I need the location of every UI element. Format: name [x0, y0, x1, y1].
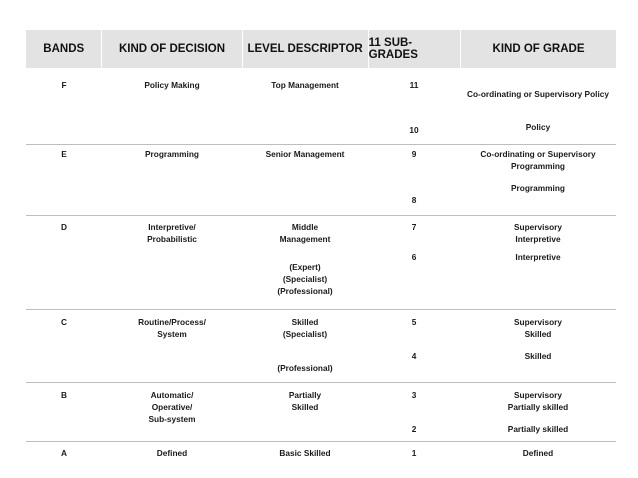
subgrade-cell [368, 68, 460, 144]
grade-line: Skilled [524, 351, 552, 361]
header-sub-grades: 11 SUB-GRADES [369, 30, 461, 68]
header-level-descriptor: LEVEL DESCRIPTOR [243, 30, 369, 68]
decision-line: Policy Making [144, 80, 200, 90]
level-cell [242, 68, 368, 144]
table-row-band-c [26, 309, 616, 382]
level-line: (Expert) [289, 262, 321, 272]
decision-line: Probabilistic [147, 234, 197, 244]
band-label: E [61, 149, 67, 159]
decision-line: System [157, 329, 187, 339]
band-cell [26, 383, 102, 441]
band-cell [26, 68, 102, 144]
grade-line: Interpretive [515, 234, 561, 244]
subgrade-cell [368, 442, 460, 464]
grade-line: Supervisory [514, 390, 562, 400]
level-line: Senior Management [265, 149, 345, 159]
grade-cell [460, 145, 616, 215]
level-line: Skilled [291, 402, 319, 412]
subgrade-cell [368, 383, 460, 441]
band-label: A [61, 448, 67, 458]
decision-cell [102, 68, 242, 144]
level-line: Management [279, 234, 331, 244]
level-cell [242, 216, 368, 309]
subgrade-value: 9 [411, 149, 417, 159]
level-cell [242, 145, 368, 215]
level-line: Skilled [291, 317, 319, 327]
grade-line: Co-ordinating or Supervisory Policy [467, 89, 609, 99]
grade-cell [460, 68, 616, 144]
grade-line: Supervisory [514, 317, 562, 327]
level-cell [242, 310, 368, 382]
header-bands: BANDS [26, 30, 102, 68]
table-row-band-a [26, 441, 616, 464]
band-cell [26, 216, 102, 309]
grade-line: Policy [525, 122, 551, 132]
decision-line: Routine/Process/ [138, 317, 206, 327]
level-line: Middle [291, 222, 319, 232]
level-line: Top Management [271, 80, 339, 90]
table-header-row [26, 30, 616, 68]
grade-cell [460, 216, 616, 309]
decision-cell [102, 216, 242, 309]
level-cell [242, 383, 368, 441]
subgrade-value: 6 [411, 252, 417, 262]
subgrade-value: 5 [411, 317, 417, 327]
subgrade-value: 11 [409, 80, 419, 90]
table-row-band-e [26, 144, 616, 215]
grading-table [26, 30, 616, 464]
decision-cell [102, 383, 242, 441]
subgrade-cell [368, 145, 460, 215]
band-label: D [61, 222, 67, 232]
level-line: (Professional) [277, 363, 333, 373]
band-label: C [61, 317, 67, 327]
header-kind-of-grade: KIND OF GRADE [492, 43, 585, 55]
subgrade-value: 7 [411, 222, 417, 232]
grade-line: Programming [511, 183, 565, 193]
band-cell [26, 310, 102, 382]
grade-line: Partially skilled [507, 402, 569, 412]
band-label: F [61, 80, 67, 90]
level-line: (Specialist) [282, 274, 328, 284]
decision-cell [102, 310, 242, 382]
decision-line: Sub-system [148, 414, 196, 424]
band-cell [26, 442, 102, 464]
subgrade-value: 1 [411, 448, 417, 458]
grade-cell [460, 442, 616, 464]
subgrade-cell [368, 310, 460, 382]
subgrade-value: 8 [411, 195, 417, 205]
decision-cell [102, 145, 242, 215]
subgrade-value: 10 [409, 125, 419, 135]
grade-cell [460, 310, 616, 382]
decision-line: Operative/ [151, 402, 193, 412]
grade-line: Programming [511, 161, 565, 171]
level-line: (Specialist) [282, 329, 328, 339]
band-label: B [61, 390, 67, 400]
decision-line: Automatic/ [150, 390, 194, 400]
table-row-band-f [26, 68, 616, 144]
level-line: (Professional) [277, 286, 333, 296]
decision-line: Interpretive/ [148, 222, 196, 232]
decision-line: Defined [156, 448, 188, 458]
grade-line: Co-ordinating or Supervisory [480, 149, 596, 159]
subgrade-value: 3 [411, 390, 417, 400]
table-row-band-d [26, 215, 616, 309]
subgrade-value: 2 [411, 424, 417, 434]
grade-line: Interpretive [515, 252, 561, 262]
grade-line: Partially skilled [507, 424, 569, 434]
decision-cell [102, 442, 242, 464]
header-kind-of-decision: KIND OF DECISION [102, 30, 242, 68]
level-line: Basic Skilled [279, 448, 331, 458]
subgrade-cell [368, 216, 460, 309]
grade-line: Skilled [524, 329, 552, 339]
grade-line: Supervisory [514, 222, 562, 232]
grade-cell [460, 383, 616, 441]
level-cell [242, 442, 368, 464]
level-line: Partially [288, 390, 322, 400]
grade-line: Defined [522, 448, 554, 458]
subgrade-value: 4 [411, 351, 417, 361]
decision-line: Programming [145, 149, 199, 159]
table-row-band-b [26, 382, 616, 441]
band-cell [26, 145, 102, 215]
